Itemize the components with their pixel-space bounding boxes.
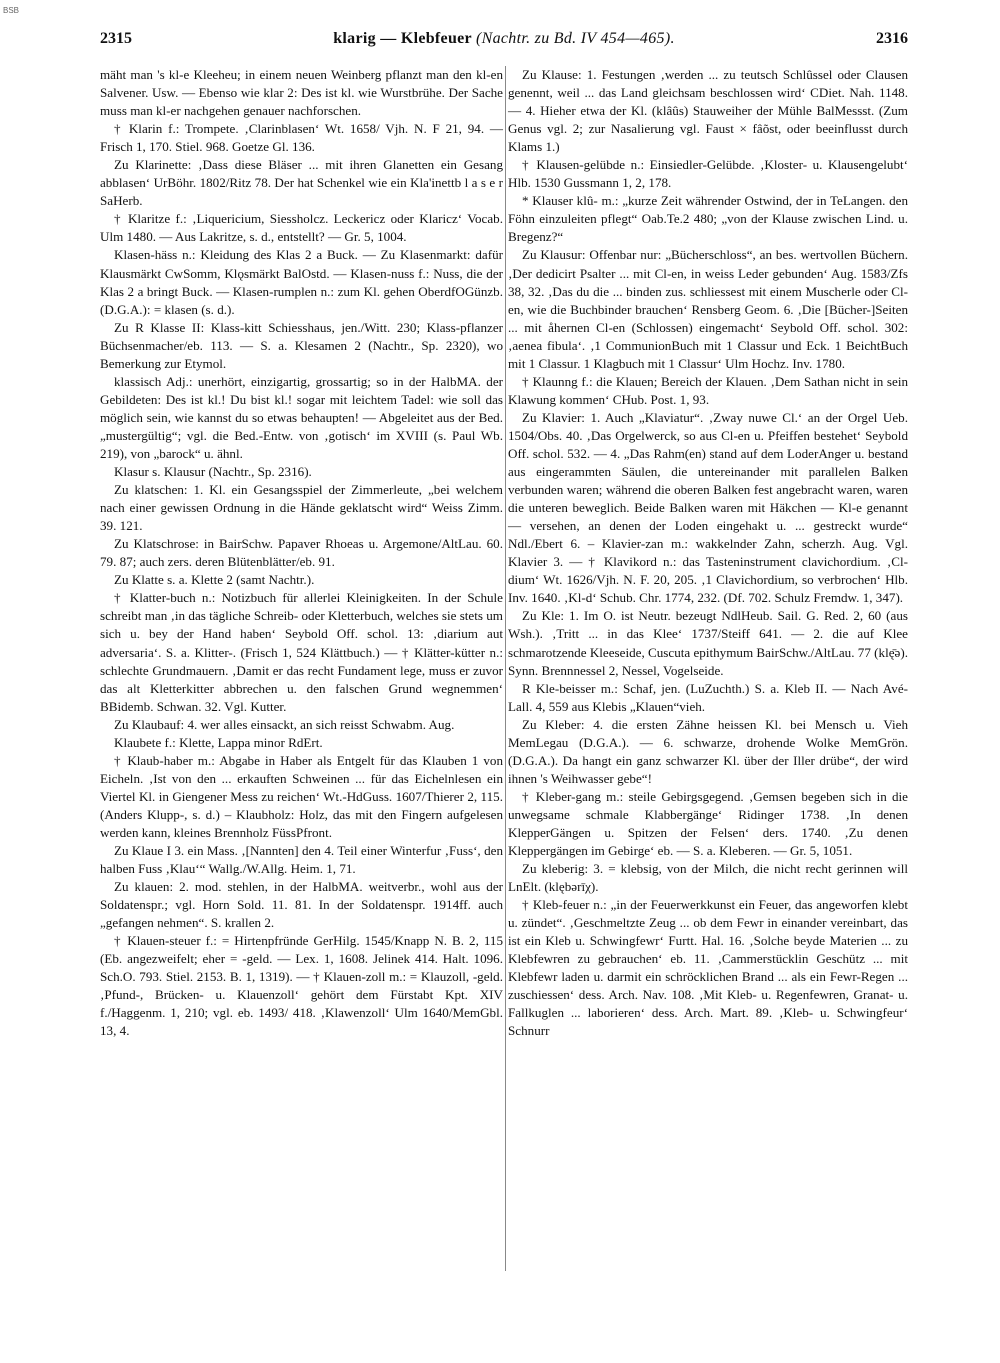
- dictionary-entry: Zu Kle: 1. Im O. ist Neutr. bezeugt NdlHeub. Sail. G. Red. 2, 60 (aus Wsh.). ‚Tritt ... in das Klee‘ 1737/Steiff 641. — 2. die auf Klee schmarotzende Kleeseide, Cuscuta epithymum BairSchw./AltLau. 77 (klę̄ə). Synn. Brennnessel 2, Nessel, Vogelseide.: [508, 608, 908, 678]
- dictionary-entry: klassisch Adj.: unerhört, einzigartig, grossartig; so in der HalbMA. der Gebildeten: Des ist kl.! Du bist kl.! sogar mit leichtem Tadel: wie soll das möglich sein, wie kannst du so etwas behaupten! — Abgeleitet aus der Bed. „mustergültig“; vgl. die Bed.-Entw. von ‚gotisch‘ im XVIII (s. Paul Wb. 219), von „barock“ u. ähnl.: [100, 373, 503, 461]
- dictionary-entry: Zu Klause: 1. Festungen ‚werden ... zu teutsch Schlûssel oder Clausen genennt, weil ... das Land gleichsam beschlossen wird‘ CDiet. Nah. 1148. — 4. Hieher etwa der Kl. (klâûs) Stauweiher der Mühle BalMessst. (Zum Genus vgl. 2; zur Nasalierung vgl. Faust × fâõst, oder beeinflusst durch Klams 1.): [508, 67, 908, 155]
- column-divider: [505, 66, 506, 1271]
- dictionary-entry: † Kleb-feuer n.: „in der Feuerwerkkunst ein Feuer, das angeworfen klebt u. zündet“. ‚Geschmeltzte Zeug ... ob dem Fewr in einander vereinbart, das ist ein Kleb u. Schwingfewr‘ Furtt. Hal. 16. ‚Solche beyde Materien ... zu Klebfewren zu gebrauchen‘ eb. 11. ‚Cammerstücklin Geschütz ... mit Klebfewr laden u. darmit ein schröcklichen Brand ... als ein Fewr-Regen ... zuschiessen‘ dess. Arch. Nav. 108. ‚Mit Kleb- u. Regenfewren, Granat- u. Fallkuglen ... laborieren‘ dess. Arch. Mart. 89. ‚Kleb- u. Schwingfeur‘ Schnurr: [508, 897, 908, 1039]
- dictionary-entry: Zu Kleber: 4. die ersten Zähne heissen Kl. bei Mensch u. Vieh MemLegau (D.G.A.). — 6. schwarze, drohende Wolke MemGrön. (D.G.A.). Da hangt ein ganz schwarzer Kl. über der Iller drübe“, der wird ihnen 's Weihwasser gebe“!: [508, 716, 908, 786]
- dictionary-entry: † Klausen-gelübde n.: Einsiedler-Gelübde. ‚Kloster- u. Klausengelubt‘ Hlb. 1530 Gussmann 1, 2, 178.: [508, 157, 908, 191]
- dictionary-entry: † Kleber-gang m.: steile Gebirgsgegend. ‚Gemsen begeben sich in die unwegsame schmale Klabbergänge‘ Ridinger 1738. ‚In denen KlepperGängen u. Spitzen der Felsen‘ ders. 1740. ‚Zu denen Kleppergängen im Gebirge‘ eb. — S. a. Kleberen. — Gr. 5, 1051.: [508, 788, 908, 859]
- running-title-note: (Nachtr. zu Bd. IV 454—465).: [475, 30, 675, 47]
- dictionary-entry: Klasur s. Klausur (Nachtr., Sp. 2316).: [114, 464, 312, 480]
- dictionary-entry: R Kle-beisser m.: Schaf, jen. (LuZuchth.) S. a. Kleb II. — Nach Avé-Lall. 4, 559 aus Klebis „Klauen“vieh.: [508, 680, 908, 714]
- dictionary-entry: Zu klauen: 2. mod. stehlen, in der HalbMA. weitverbr., wohl aus der Soldatenspr.; vgl. Horn Sold. 11. 81. In der Soldatenspr. 1914ff. auch „gefangen nehmen“. S. krallen 2.: [100, 879, 503, 931]
- dictionary-entry: Zu Klatte s. a. Klette 2 (samt Nachtr.).: [114, 572, 315, 588]
- dictionary-entry: † Klarin f.: Trompete. ‚Clarinblasen‘ Wt. 1658/ Vjh. N. F 21, 94. — Frisch 1, 170. Stiel. 968. Goetze Gl. 136.: [100, 121, 503, 155]
- page-header: [100, 30, 908, 52]
- dictionary-entry: † Klaub-haber m.: Abgabe in Haber als Entgelt für das Klauben 1 von Eicheln. ‚Ist von den ... erkauften Schweinen ... für das Eichelnlesen ein Viertel Kl. in Giengener Mess zu reichen‘ Wt.-HdGuss. 1607/Thierer 2, 115. (Anders Klupp-, s. d.) – Klaubholz: Holz, das mit den Fingern aufgelesen werden kann, kleines Brennholz FüssPfront.: [100, 752, 503, 840]
- running-title-main: klarig — Klebfeuer: [333, 30, 472, 47]
- dictionary-entry: † Klaunng f.: die Klauen; Bereich der Klauen. ‚Dem Sathan nicht in sein Klawung kommen‘ CHub. Post. 1, 93.: [508, 373, 908, 407]
- dictionary-entry: Zu Klausur: Offenbar nur: „Bücherschloss“, an bes. wertvollen Büchern. ‚Der dedicirt Psalter ... mit Cl-en, in weiss Leder gebunden‘ Aug. 1583/Zfs 38, 32. ‚Das du die ... binden zus. schliessest mit einem Muscherle oder Cl-en, wie die Buchbinder brauchen‘ Rensberg Geom. 6. ‚Die [Bücher-]Seiten ... mit åhernen Cl-en (Schlossen) eingemacht‘ Seybold Off. schol. 302: ‚aenea fibula‘. ‚1 CommunionBuch mit 1 Classur und Eck. 1 BeichtBuch mit 1 Classur. 1 Klagbuch mit 1 Classur‘ Ulm Hochz. Inv. 1780.: [508, 247, 908, 371]
- dictionary-entry: † Klauen-steuer f.: = Hirtenpfründe GerHilg. 1545/Knapp N. B. 2, 115 (Eb. angezweifelt; eher = -geld. — Lex. 1, 1608. Jelinek 414. Halt. 1096. Sch.O. 793. Stiel. 2153. B. 1, 1319). — † Klauen-zoll m.: = Klauzoll, -geld. ‚Pfund-, Brücken- u. Klauenzoll‘ gehört dem Fürstabt Kpt. XIV f./Haggenm. 1, 210; vgl. eb. 1493/ 418. ‚Klawenzoll‘ Ulm 1640/MemGbl. 13, 4.: [100, 933, 503, 1039]
- dictionary-entry: mäht man 's kl-e Kleeheu; in einem neuen Weinberg pflanzt man den kl-en Salvener. Usw. — Ebenso wie klar 2: Des ist kl. wie Wurstbrühe. Der Sache muss man kl-er nachgehen genauer nachforschen.: [100, 67, 503, 119]
- dictionary-entry: Zu klatschen: 1. Kl. ein Gesangsspiel der Zimmerleute, „bei welchem nach einer gewissen Ordnung in die Hände geklatscht wird“ Weiss Zimm. 39. 121.: [100, 482, 503, 534]
- page-number-right: 2316: [876, 30, 908, 47]
- dictionary-entry: Zu R Klasse II: Klass-kitt Schiesshaus, jen./Witt. 230; Klass-pflanzer Büchsenmacher/eb. 113. — S. a. Klesamen 2 (Nachtr., Sp. 2320), wo Bemerkung zur Etymol.: [100, 319, 503, 371]
- dictionary-entry: Zu Klaubauf: 4. wer alles einsackt, an sich reisst Schwabm. Aug.: [114, 716, 455, 732]
- dictionary-entry: Klasen-häss n.: Kleidung des Klas 2 a Buck. — Zu Klasenmarkt: dafür Klausmärkt CwSomm, Klǫsmärkt BalOstd. — Klasen-nuss f.: Nuss, die der Klas 2 a bringt Buck. — Klasen-rumplen n.: zum Kl. gehen OberdfOGünzb. (D.G.A.): = klasen (s. d.).: [100, 247, 503, 317]
- dictionary-entry: Zu Klarinette: ‚Dass diese Bläser ... mit ihren Glanetten ein Gesang abblasen‘ UrBöhr. 1802/Ritz 78. Der hat Schenkel wie ein Kla'inettb l a s e r SaHerb.: [100, 157, 503, 209]
- running-title: [100, 30, 908, 48]
- dictionary-entry: Zu Klatschrose: in BairSchw. Papaver Rhoeas u. Argemone/AltLau. 60. 79. 87; auch zers. deren Blütenblätter/eb. 91.: [100, 536, 503, 570]
- dictionary-entry: † Klatter-buch n.: Notizbuch für allerlei Kleinigkeiten. In der Schule schreibt man ‚in das tägliche Schreib- oder Kletterbuch, welches sie stets um sich u. bey der Hand haben‘ Seybold Off. schol. 13: ‚diarium aut adversaria‘. S. a. Klitter-. (Frisch 1, 524 Klättbuch.) — † Klätter-kütter n.: schlechte Grundmauern. ‚Damit er das recht Fundament lege, muss er zuvor das alt Kletterkitter abbrechen u. den falschen Grund wegnemmen‘ BBidemb. Schwan. 32. Vgl. Kutter.: [100, 590, 503, 714]
- dictionary-entry: † Klaritze f.: ‚Liquericium, Siessholcz. Leckericz oder Klaricz‘ Vocab. Ulm 1480. — Aus Lakritze, s. d., entstellt? — Gr. 5, 1004.: [100, 211, 503, 245]
- dictionary-entry: Zu Klavier: 1. Auch „Klaviatur“. ‚Zway nuwe Cl.‘ an der Orgel Ueb. 1504/Obs. 40. ‚Das Orgelwerck, so aus Cl-en u. Pfeiffen bestehet‘ Seybold Off. schol. 532. — 4. „Das Rahm(en) stand auf dem LoderAnger u. bestand aus eingerammten Säulen, die untereinander mit parallelen Balken verbunden waren; während die oberen Balken fest angebracht waren, waren die unteren beweglich. Beide Balken waren mit Häkchen — Kl-e genannt — versehen, an denen der Loden eingehakt u. ... gestreckt wurde“ Ndl./Ebert 6. – Klavier-zan m.: wakkelnder Zahn, scherzh. Aug. Vgl. Klavier 3. — † Klavikord n.: das Tasteninstrument clavichordium. ‚Cl-dium‘ Wt. 1626/Vjh. N. F. 20, 205. ‚1 Clavichordium, so verbrochen‘ Hlb. Inv. 1640. ‚Kl-d‘ Schub. Chr. 1774, 232. (Df. 702. Schulz Fremdw. 1, 347).: [508, 409, 908, 606]
- left-column: [100, 66, 503, 1041]
- dictionary-entry: Klaubete f.: Klette, Lappa minor RdErt.: [114, 734, 323, 750]
- dictionary-entry: Zu kleberig: 3. = klebsig, von der Milch, die nicht recht gerinnen will LnElt. (klębərīχ).: [508, 861, 908, 895]
- dictionary-entry: * Klauser klû- m.: „kurze Zeit währender Ostwind, der in TeLangen. den Föhn einzuleiten pflegt“ Oab.Te.2 480; „von der Klause zwischen Lind. u. Bregenz?“: [508, 193, 908, 245]
- library-stamp: BSB: [3, 6, 20, 15]
- dictionary-entry: Zu Klaue I 3. ein Mass. ‚[Nannten] den 4. Teil einer Winterfur ‚Fuss‘, den halben Fuss ‚Klau‘“ Wallg./W.Allg. Heim. 1, 71.: [100, 843, 503, 877]
- right-column: [508, 66, 908, 1041]
- page-number-left: 2315: [100, 30, 132, 47]
